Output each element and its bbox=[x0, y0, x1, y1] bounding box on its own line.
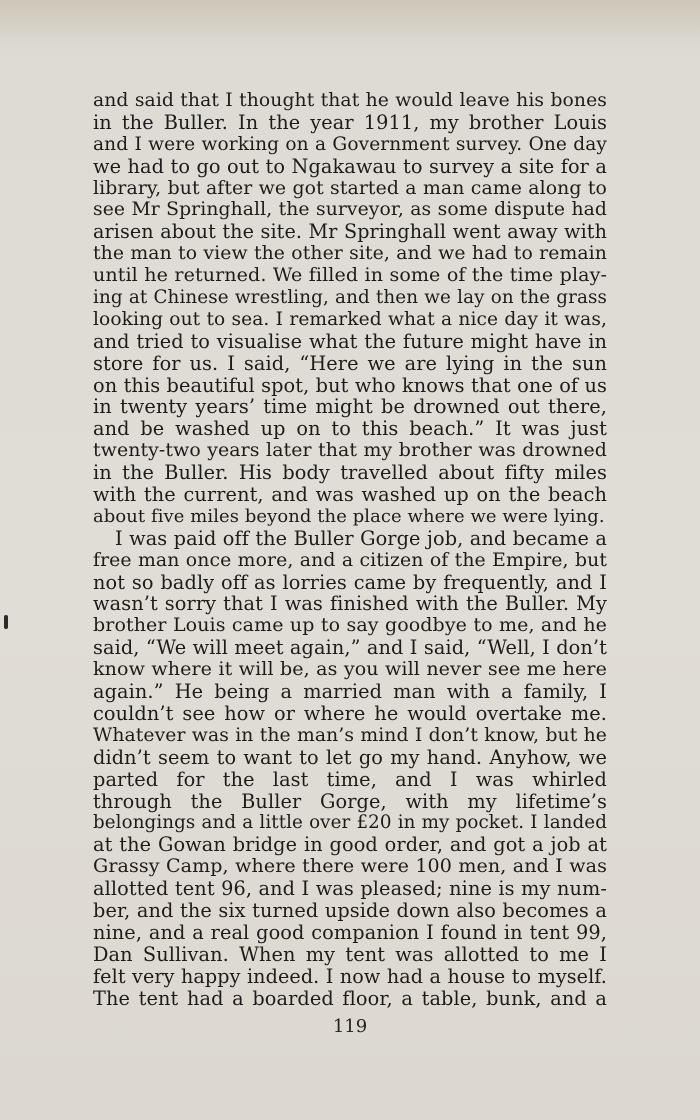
text-line: with the current, and was washed up on the beach bbox=[93, 483, 607, 507]
text-line: couldn’t see how or where he would overtake me. bbox=[93, 701, 607, 725]
text-line: library, but after we got started a man came along to bbox=[93, 177, 607, 199]
text-line: at the Gowan bridge in good order, and got a job at bbox=[93, 833, 607, 857]
text-line: brother Louis came up to say goodbye to me, and he bbox=[93, 614, 607, 637]
text-line: Dan Sullivan. When my tent was allotted to me I bbox=[93, 942, 607, 966]
text-line: Whatever was in the man’s mind I don’t know, but he bbox=[93, 724, 607, 746]
text-line: parted for the last time, and I was whirled bbox=[93, 767, 607, 791]
text-line: not so badly off as lorries came by frequently, and I bbox=[93, 570, 607, 594]
text-line: said, “We will meet again,” and I said, “Well, I don’t bbox=[93, 636, 607, 660]
page-edge-shadow bbox=[0, 0, 700, 40]
text-line: arisen about the site. Mr Springhall went away with bbox=[93, 220, 607, 244]
text-line: looking out to sea. I remarked what a nice day it was, bbox=[93, 308, 607, 330]
text-line: about five miles beyond the place where we were lying. bbox=[93, 505, 605, 527]
text-line: Grassy Camp, where there were 100 men, and I was bbox=[93, 855, 607, 878]
text-line: twenty-two years later that my brother was drowned bbox=[93, 439, 607, 462]
text-line: in twenty years’ time might be drowned out there, bbox=[93, 395, 607, 419]
text-line: until he returned. We filled in some of the time play- bbox=[93, 264, 607, 287]
text-line: in the Buller. In the year 1911, my brother Louis bbox=[93, 110, 607, 134]
text-line: we had to go out to Ngakawau to survey a site for a bbox=[93, 154, 607, 178]
text-line: on this beautiful spot, but who knows that one of us bbox=[93, 373, 607, 397]
text-line: belongings and a little over £20 in my pocket. I landed bbox=[93, 812, 607, 834]
text-line: nine, and a real good companion I found in tent 99, bbox=[93, 920, 607, 944]
margin-mark bbox=[4, 615, 8, 629]
text-line: and tried to visualise what the future might have in bbox=[93, 329, 607, 353]
text-line: and said that I thought that he would leave his bones bbox=[93, 90, 607, 111]
text-line: the man to view the other site, and we had to remain bbox=[93, 243, 607, 265]
text-line: store for us. I said, “Here we are lying in the sun bbox=[93, 351, 607, 375]
text-line: and I were working on a Government survey. One day bbox=[93, 133, 607, 155]
text-line: I was paid off the Buller Gorge job, and became a bbox=[115, 526, 607, 550]
page-number: 119 bbox=[332, 1016, 368, 1037]
text-line: felt very happy indeed. I now had a house to myself. bbox=[93, 964, 607, 988]
text-line: free man once more, and a citizen of the Empire, but bbox=[93, 549, 607, 571]
text-line: ing at Chinese wrestling, and then we lay on the grass bbox=[93, 287, 607, 309]
text-line: wasn’t sorry that I was finished with the Buller. My bbox=[93, 592, 607, 616]
body-text bbox=[93, 90, 607, 1009]
text-line: through the Buller Gorge, with my lifetime’s bbox=[93, 789, 607, 813]
text-line: see Mr Springhall, the surveyor, as some dispute had bbox=[93, 199, 607, 221]
text-line: didn’t seem to want to let go my hand. Anyhow, we bbox=[93, 745, 607, 769]
text-line: again.” He being a married man with a family, I bbox=[93, 680, 607, 704]
text-line: ber, and the six turned upside down also becomes a bbox=[93, 898, 607, 922]
text-line: The tent had a boarded floor, a table, bunk, and a bbox=[93, 986, 607, 1010]
text-line: and be washed up on to this beach.” It was just bbox=[93, 417, 607, 441]
text-line: know where it will be, as you will never see me here bbox=[93, 658, 607, 681]
text-line: allotted tent 96, and I was pleased; nine is my num- bbox=[93, 877, 607, 901]
text-line: in the Buller. His body travelled about fifty miles bbox=[93, 461, 607, 485]
